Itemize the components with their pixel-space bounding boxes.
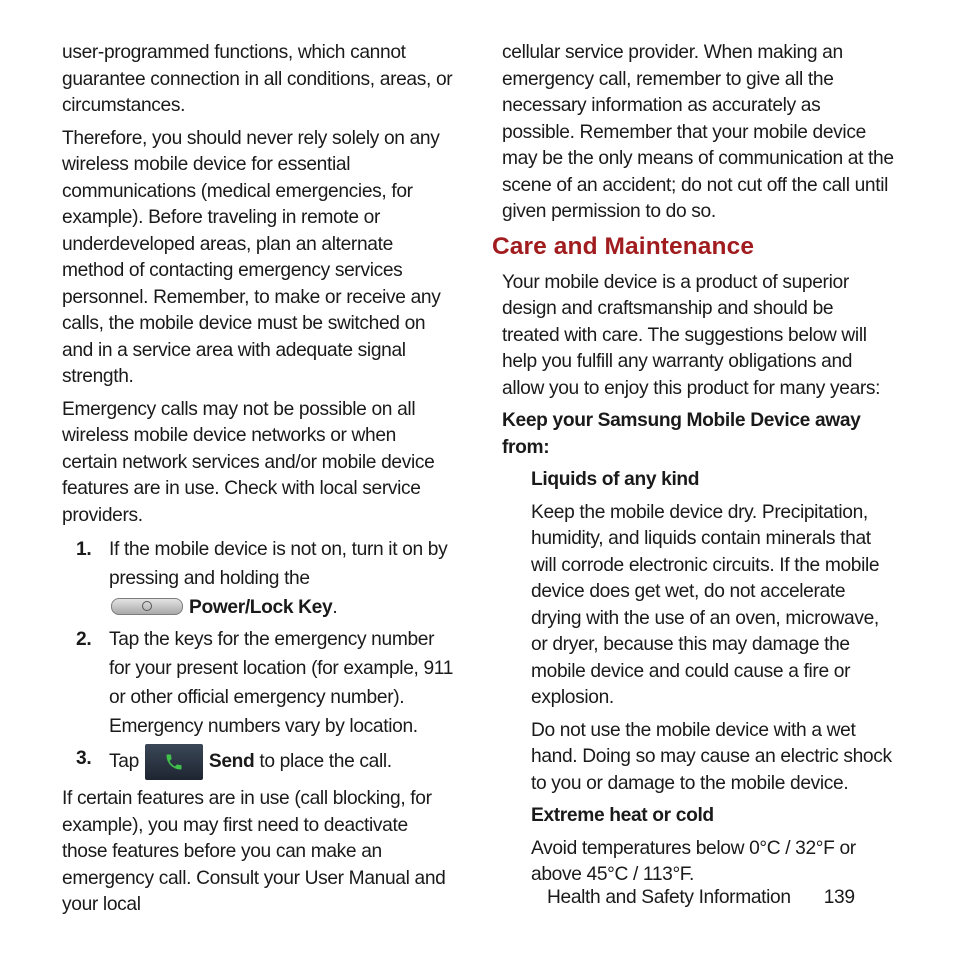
page-footer: [547, 885, 855, 911]
paragraph-temperatures: Avoid temperatures below 0°C / 32°F or above 45°C / 113°F.: [531, 837, 856, 885]
send-key-phone-icon: [145, 744, 203, 780]
keep-away-list: [531, 467, 894, 889]
left-column: [62, 40, 454, 925]
step-text: Tap the keys for the emergency number for your present location (for example, 911 or other official emergency number). Emergency numbers vary by location.: [109, 629, 454, 737]
power-lock-key-label: Power/Lock Key: [189, 597, 333, 618]
heat-cold-heading: Extreme heat or cold: [531, 805, 714, 826]
liquids-heading: Liquids of any kind: [531, 469, 700, 490]
page-number: 139: [823, 887, 855, 908]
step-number: 3.: [76, 748, 92, 769]
power-lock-key-icon: [111, 598, 183, 615]
step-number: 1.: [76, 539, 92, 560]
step-2: [62, 625, 454, 741]
send-key-label: Send: [208, 751, 255, 773]
paragraph-deactivate-features: If certain features are in use (call blocking, for example), you may first need to deactivate those features before you can make an emergency call. Consult your User Manual and your local: [62, 788, 446, 915]
paragraph-continued-functions: user-programmed functions, which cannot guarantee connection in all conditions, areas, or circumstances.: [62, 42, 453, 116]
step-body: [109, 744, 454, 780]
emergency-call-steps: [62, 535, 454, 780]
step-text: If the mobile device is not on, turn it on by pressing and holding the: [109, 539, 448, 589]
keep-away-heading: Keep your Samsung Mobile Device away from:: [502, 410, 861, 458]
paragraph-do-not-rely: Therefore, you should never rely solely on any wireless mobile device for essential communications (medical emergencies, for example). Before traveling in remote or underdeveloped areas, plan an alternate method of contacting emergency services personnel. Remember, to make or receive any calls, the mobile device must be switched on and in a service area with adequate signal strength.: [62, 127, 441, 387]
step-suffix: .: [332, 597, 338, 618]
step-suffix: to place the call.: [254, 751, 392, 773]
step-3: [62, 744, 454, 780]
step-1: [62, 535, 454, 622]
paragraph-wet-hand: Do not use the mobile device with a wet hand. Doing so may cause an electric shock to you or damage to the mobile device.: [531, 719, 892, 794]
right-column: [492, 40, 894, 895]
footer-section-title: Health and Safety Information: [547, 887, 791, 908]
paragraph-keep-dry: Keep the mobile device dry. Precipitation, humidity, and liquids contain minerals that will corrode electronic circuits. If the mobile device does get wet, do not accelerate drying with the use of an oven, microwave, or dryer, because this may damage the mobile device and could cause a fire or explosion.: [531, 501, 880, 708]
step-number: 2.: [76, 629, 92, 650]
section-title-care-maintenance: Care and Maintenance: [492, 232, 755, 260]
paragraph-care-intro: Your mobile device is a product of superior design and craftsmanship and should be treated with care. The suggestions below will help you fulfill any warranty obligations and allow you to enjoy this product for many years:: [502, 271, 881, 399]
paragraph-emergency-calls: Emergency calls may not be possible on all wireless mobile device networks or when certain network services and/or mobile device features are in use. Check with local service providers.: [62, 398, 435, 526]
step-body: [109, 535, 454, 622]
step-prefix: Tap: [109, 751, 139, 773]
paragraph-service-provider: cellular service provider. When making an emergency call, remember to give all the necessary information as accurately as possible. Remember that your mobile device may be the only means of communication at the scene of an accident; do not cut off the call until given permission to do so.: [502, 42, 894, 222]
